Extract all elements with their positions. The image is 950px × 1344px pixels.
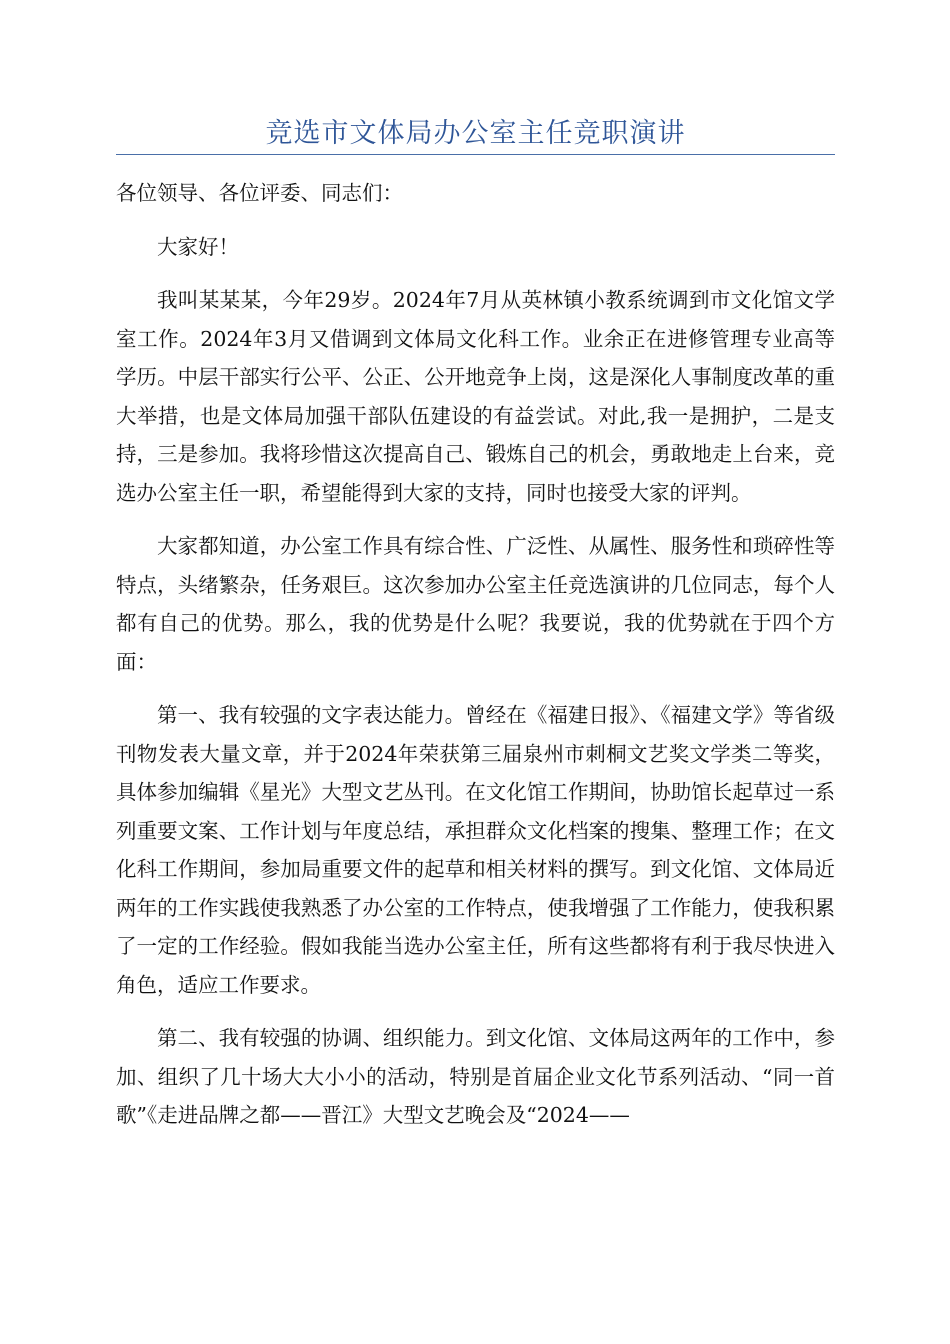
paragraph-office-work: 大家都知道，办公室工作具有综合性、广泛性、从属性、服务性和琐碎性等特点，头绪繁杂，任务艰巨。这次参加办公室主任竞选演讲的几位同志，每个人都有自己的优势。那么，我的优势是什么呢？我要说，我的优势就在于四个方面： <box>116 534 835 674</box>
paragraph-advantage-one: 第一、我有较强的文字表达能力。曾经在《福建日报》、《福建文学》等省级刊物发表大量文章，并于2024年荣获第三届泉州市刺桐文艺奖文学类二等奖，具体参加编辑《星光》大型文艺丛刊。在文化馆工作期间，协助馆长起草过一系列重要文案、工作计划与年度总结，承担群众文化档案的搜集、整理工作；在文化科工作期间，参加局重要文件的起草和相关材料的撰写。到文化馆、文体局近两年的工作实践使我熟悉了办公室的工作特点，使我增强了工作能力，使我积累了一定的工作经验。假如我能当选办公室主任，所有这些都将有利于我尽快进入角色，适应工作要求。 <box>116 703 835 997</box>
paragraph-advantage-two: 第二、我有较强的协调、组织能力。到文化馆、文体局这两年的工作中，参加、组织了几十场大大小小的活动，特别是首届企业文化节系列活动、“同一首歌”《走进品牌之都——晋江》大型文艺晚会及“2024—— <box>116 1026 835 1127</box>
document-title: 竞选市文体局办公室主任竞职演讲 <box>265 118 686 149</box>
paragraph-introduction: 我叫某某某，今年29岁。2024年7月从英林镇小教系统调到市文化馆文学室工作。2024年3月又借调到文体局文化科工作。业余正在进修管理专业高等学历。中层干部实行公平、公正、公开地竞争上岗，这是深化人事制度改革的重大举措，也是文体局加强干部队伍建设的有益尝试。对此,我一是拥护，二是支持，三是参加。我将珍惜这次提高自己、锻炼自己的机会，勇敢地走上台来，竞选办公室主任一职，希望能得到大家的支持，同时也接受大家的评判。 <box>116 288 835 505</box>
paragraph-greeting: 大家好！ <box>157 234 239 259</box>
title-underline <box>116 154 835 155</box>
document-body <box>116 174 835 1150</box>
salutation: 各位领导、各位评委、同志们： <box>116 181 403 205</box>
